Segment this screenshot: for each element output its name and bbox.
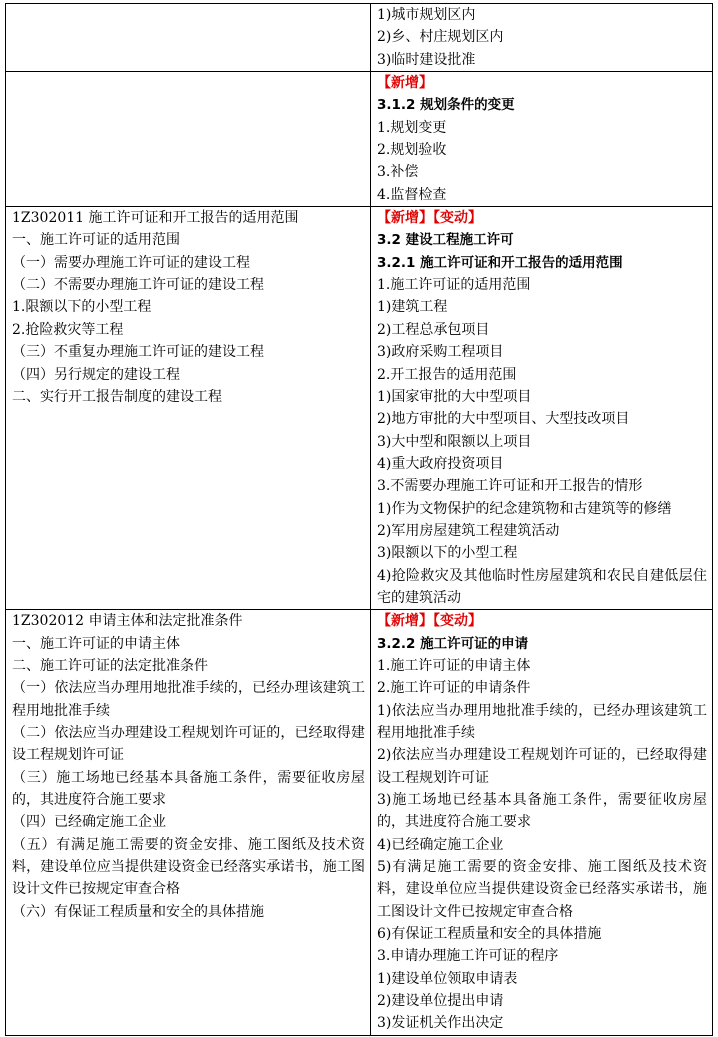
change-tag: 【新增】【变动】	[377, 210, 482, 227]
text-line: 1.施工许可证的适用范围	[377, 277, 531, 294]
text-line: 3)施工场地已经基本具备施工条件，需要征收房屋的，其进度符合施工要求	[377, 792, 707, 831]
change-tag: 【新增】	[377, 75, 433, 92]
text-line: 3)发证机关作出决定	[377, 1015, 504, 1032]
text-line: 1)国家审批的大中型项目	[377, 388, 532, 405]
change-tag: 【新增】【变动】	[377, 613, 482, 630]
text-line: 4.监督检查	[377, 186, 447, 203]
text-line: （四）已经确定施工企业	[12, 814, 166, 831]
table-row	[6, 72, 713, 207]
text-line: （五）有满足施工需要的资金安排、施工图纸及技术资料，建设单位应当提供建设资金已经落实承诺书，施工图设计文件已按规定审查合格	[12, 836, 365, 898]
text-line: 2.施工许可证的申请条件	[377, 680, 531, 697]
text-line: 二、实行开工报告制度的建设工程	[12, 388, 222, 405]
text-line: 3)大中型和限额以上项目	[377, 433, 532, 450]
text-line: 1.规划变更	[377, 119, 447, 136]
section-heading: 3.2 建设工程施工许可	[377, 232, 514, 249]
text-line: 3)限额以下的小型工程	[377, 545, 518, 562]
text-line: 2.开工报告的适用范围	[377, 366, 517, 383]
text-line: 1)建设单位领取申请表	[377, 970, 518, 987]
text-line: 1)作为文物保护的纪念建筑物和古建筑等的修缮	[377, 500, 672, 517]
text-line: 3)临时建设批准	[377, 51, 476, 68]
old-content-cell	[6, 72, 371, 207]
text-line: 1.施工许可证的申请主体	[377, 657, 531, 674]
text-line: 1)建筑工程	[377, 299, 448, 316]
text-line: 1Z302011 施工许可证和开工报告的适用范围	[12, 210, 299, 227]
table-row	[6, 4, 713, 72]
text-line: （三）施工场地已经基本具备施工条件，需要征收房屋的，其进度符合施工要求	[12, 769, 365, 809]
text-line: 1)依法应当办理用地批准手续的，已经办理该建筑工程用地批准手续	[377, 702, 707, 741]
section-heading: 3.2.2 施工许可证的申请	[377, 635, 529, 652]
old-content-cell	[6, 207, 371, 610]
comparison-table	[5, 3, 713, 1036]
section-heading: 3.2.1 施工许可证和开工报告的适用范围	[377, 254, 623, 271]
text-line: 一、施工许可证的申请主体	[12, 635, 180, 652]
old-content-cell	[6, 610, 371, 1036]
text-line: 2)乡、村庄规划区内	[377, 29, 504, 46]
text-line: 2)工程总承包项目	[377, 321, 490, 338]
text-line: 4)重大政府投资项目	[377, 455, 504, 472]
text-line: 一、施工许可证的适用范围	[12, 232, 180, 249]
text-line: 3.不需要办理施工许可证和开工报告的情形	[377, 478, 643, 495]
new-content-cell	[371, 72, 713, 207]
table-body	[6, 4, 713, 1036]
text-line: 2)地方审批的大中型项目、大型技改项目	[377, 411, 630, 428]
text-line: （二）不需要办理施工许可证的建设工程	[12, 277, 264, 294]
new-content-cell	[371, 207, 713, 610]
section-heading: 3.1.2 规划条件的变更	[377, 97, 515, 114]
text-line: 2.规划验收	[377, 142, 447, 159]
text-line: （三）不重复办理施工许可证的建设工程	[12, 344, 264, 361]
text-line: （六）有保证工程质量和安全的具体措施	[12, 903, 264, 920]
text-line: 1)城市规划区内	[377, 7, 476, 23]
text-line: （二）依法应当办理建设工程规划许可证的，已经取得建设工程规划许可证	[12, 725, 365, 764]
text-line: （一）依法应当办理用地批准手续的，已经办理该建筑工程用地批准手续	[12, 680, 365, 719]
text-line: 5)有满足施工需要的资金安排、施工图纸及技术资料，建设单位应当提供建设资金已经落实承诺书，施工图设计文件已按规定审查合格	[377, 859, 707, 920]
text-line: 4)抢险救灾及其他临时性房屋建筑和农民自建低层住宅的建筑活动	[377, 567, 707, 606]
text-line: 2)建设单位提出申请	[377, 993, 504, 1010]
new-content-cell	[371, 4, 713, 72]
text-line: 2)依法应当办理建设工程规划许可证的，已经取得建设工程规划许可证	[377, 747, 707, 786]
text-line: 1Z302012 申请主体和法定批准条件	[12, 613, 243, 630]
text-line: 1.限额以下的小型工程	[12, 299, 152, 316]
text-line: 2)军用房屋建筑工程建筑活动	[377, 522, 560, 539]
text-line: 3)政府采购工程项目	[377, 344, 504, 361]
text-line: （四）另行规定的建设工程	[12, 366, 180, 383]
text-line: 6)有保证工程质量和安全的具体措施	[377, 926, 602, 943]
table-row	[6, 610, 713, 1036]
text-line: 4)已经确定施工企业	[377, 836, 504, 853]
text-line: 二、施工许可证的法定批准条件	[12, 657, 208, 674]
old-content-cell	[6, 4, 371, 72]
new-content-cell	[371, 610, 713, 1036]
text-line: （一）需要办理施工许可证的建设工程	[12, 254, 250, 271]
text-line: 3.申请办理施工许可证的程序	[377, 948, 559, 965]
table-row	[6, 207, 713, 610]
text-line: 3.补偿	[377, 164, 419, 181]
text-line: 2.抢险救灾等工程	[12, 321, 124, 338]
